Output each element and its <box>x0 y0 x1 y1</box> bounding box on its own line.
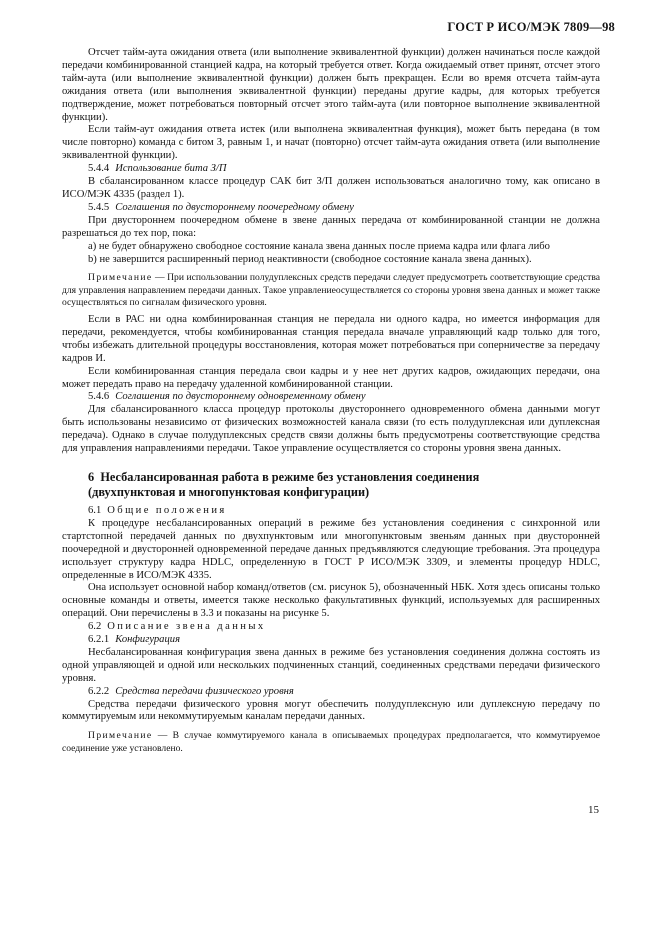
subsection-title: Соглашения по двустороннему поочередному обмену <box>115 201 354 213</box>
subsection-title: Использование бита З/П <box>115 163 227 175</box>
subsection-number: 5.4.5 <box>88 201 110 213</box>
subsection-heading-6-1 <box>62 505 600 518</box>
note-label: Примечание <box>88 730 153 742</box>
subsection-title: Соглашения по двустороннему одновременному обмену <box>115 391 366 403</box>
document-body <box>62 47 600 760</box>
paragraph: К процедуре несбалансированных операций в режиме без установления соединения с синхронной или стартстопной передачей данных по двухпунктовым или многопунктовым звеньям данных при двусторонней поочередной и двусторонней одновременной передаче данных предъявляются следующие требования. Эта процедура использует структуру кадра HDLC, определенную в ГОСТ Р ИСО/МЭК 3309, и элементы процедур HDLC, определенные в ИСО/МЭК 4335. <box>62 517 600 581</box>
subsection-number: 5.4.4 <box>88 163 110 175</box>
subsection-title: Общие положения <box>107 504 227 516</box>
subsection-heading-6-2-1 <box>62 634 600 647</box>
note <box>62 272 600 309</box>
subsection-number: 6.2.1 <box>88 634 110 646</box>
note-text: — В случае коммутируемого канала в описываемых процедурах предполагается, что коммутируемое соединение уже установлено. <box>62 730 600 754</box>
subsection-number: 5.4.6 <box>88 391 110 403</box>
subsection-number: 6.2 <box>88 621 102 633</box>
subsection-heading-5-4-6 <box>62 391 600 404</box>
paragraph: Если в РАС ни одна комбинированная станция не передала ни одного кадра, но имеется информация для передачи, рекомендуется, чтобы комбинированная станция передала вначале управляющий кадр только для того, чтобы избежать длительной процедуры восстановления, которая может потребоваться при соперничестве за передачу кадров И. <box>62 314 600 364</box>
subsection-number: 6.1 <box>88 504 102 516</box>
paragraph: В сбалансированном классе процедур САК бит З/П должен использоваться аналогично тому, как описано в ИСО/МЭК 4335 (раздел 1). <box>62 176 600 200</box>
paragraph: Если тайм-аут ожидания ответа истек (или выполнена эквивалентная функция), может быть передана (в том числе повторно) команда с битом З, равным 1, и начат (повторно) отсчет тайм-аута ожидания ответа (или выполнение эквивалентной функции). <box>62 124 600 162</box>
list-item: b) не завершится расширенный период неактивности (свободное состояние канала звена данных). <box>88 253 532 265</box>
subsection-title: Средства передачи физического уровня <box>115 685 294 697</box>
paragraph: Несбалансированная конфигурация звена данных в режиме без установления соединения должна состоять из одной управляющей и одной или нескольких подчиненных станций, соединенных средствами передачи физического уровня. <box>62 646 600 684</box>
note-text: — При использовании полудуплексных средств передачи следует предусмотреть соответствующие средства для управления направлением передачи данных. Такое управлениеосуществляется со стороны уровня звена данных и может также осуществляться по сигналам физического уровня. <box>62 272 600 308</box>
section-number: 6 <box>88 469 95 484</box>
page-number: 15 <box>588 804 599 816</box>
section-heading-6 <box>62 470 600 500</box>
paragraph: При двустороннем поочередном обмене в звене данных передача от комбинированной станции не должна разрешаться до тех пор, пока: <box>62 214 600 239</box>
paragraph: Для сбалансированного класса процедур протоколы двустороннего одновременного обмена данными могут быть использованы независимо от физических возможностей канала связи (то есть полудуплексная или дуплексная передача). Однако в случае полудуплексных средств связи должны быть предусмотрены соответствующие средства для управления направлениями передачи. Такое управление осуществляется со стороны уровня звена данных. <box>62 404 600 455</box>
section-title-line2: (двухпунктовая и многопунктовая конфигурации) <box>88 484 370 499</box>
subsection-heading-6-2-2 <box>62 686 600 699</box>
document-header: ГОСТ Р ИСО/МЭК 7809—98 <box>447 20 615 34</box>
paragraph: Отсчет тайм-аута ожидания ответа (или выполнение эквивалентной функции) должен начинаться после каждой передачи комбинированной станцией кадра, на который требуется ответ. Когда ожидаемый ответ принят, отсчет этого тайм-аута (или выполнение эквивалентной функции) должен быть прекращен. Если во время отсчета тайм-аута ожидания ответа (или выполнения эквивалентной функции) переданы другие кадры, для которых требуется подтверждение, может потребоваться повторный отсчет этого тайм-аута (или повторное выполнение эквивалентной функции). <box>62 47 600 123</box>
paragraph: Если комбинированная станция передала свои кадры и у нее нет других кадров, ожидающих передачи, она может передать право на передачу удаленной комбинированной станции. <box>62 365 600 390</box>
subsection-title: Описание звена данных <box>107 621 266 633</box>
section-title-line1: Несбалансированная работа в режиме без установления соединения <box>100 469 480 484</box>
list-item: а) не будет обнаружено свободное состояние канала звена данных после приема кадра или флага либо <box>88 240 550 252</box>
subsection-number: 6.2.2 <box>88 685 110 697</box>
paragraph: Она использует основной набор команд/ответов (см. рисунок 5), обозначенный НБК. Хотя здесь описаны только основные команды и ответы, имеется также несколько факультативных функций, используемых для расширенных операций. Они перечислены в 3.3 и показаны на рисунке 5. <box>62 582 600 620</box>
note-label: Примечание <box>88 272 153 284</box>
note <box>62 730 600 754</box>
subsection-heading-6-2 <box>62 621 600 634</box>
subsection-heading-5-4-4 <box>62 163 600 176</box>
paragraph: Средства передачи физического уровня могут обеспечить полудуплексную или дуплексную передачу по коммутируемым или некоммутируемым каналам передачи данных. <box>62 698 600 723</box>
subsection-title: Конфигурация <box>115 634 180 646</box>
subsection-heading-5-4-5 <box>62 202 600 215</box>
